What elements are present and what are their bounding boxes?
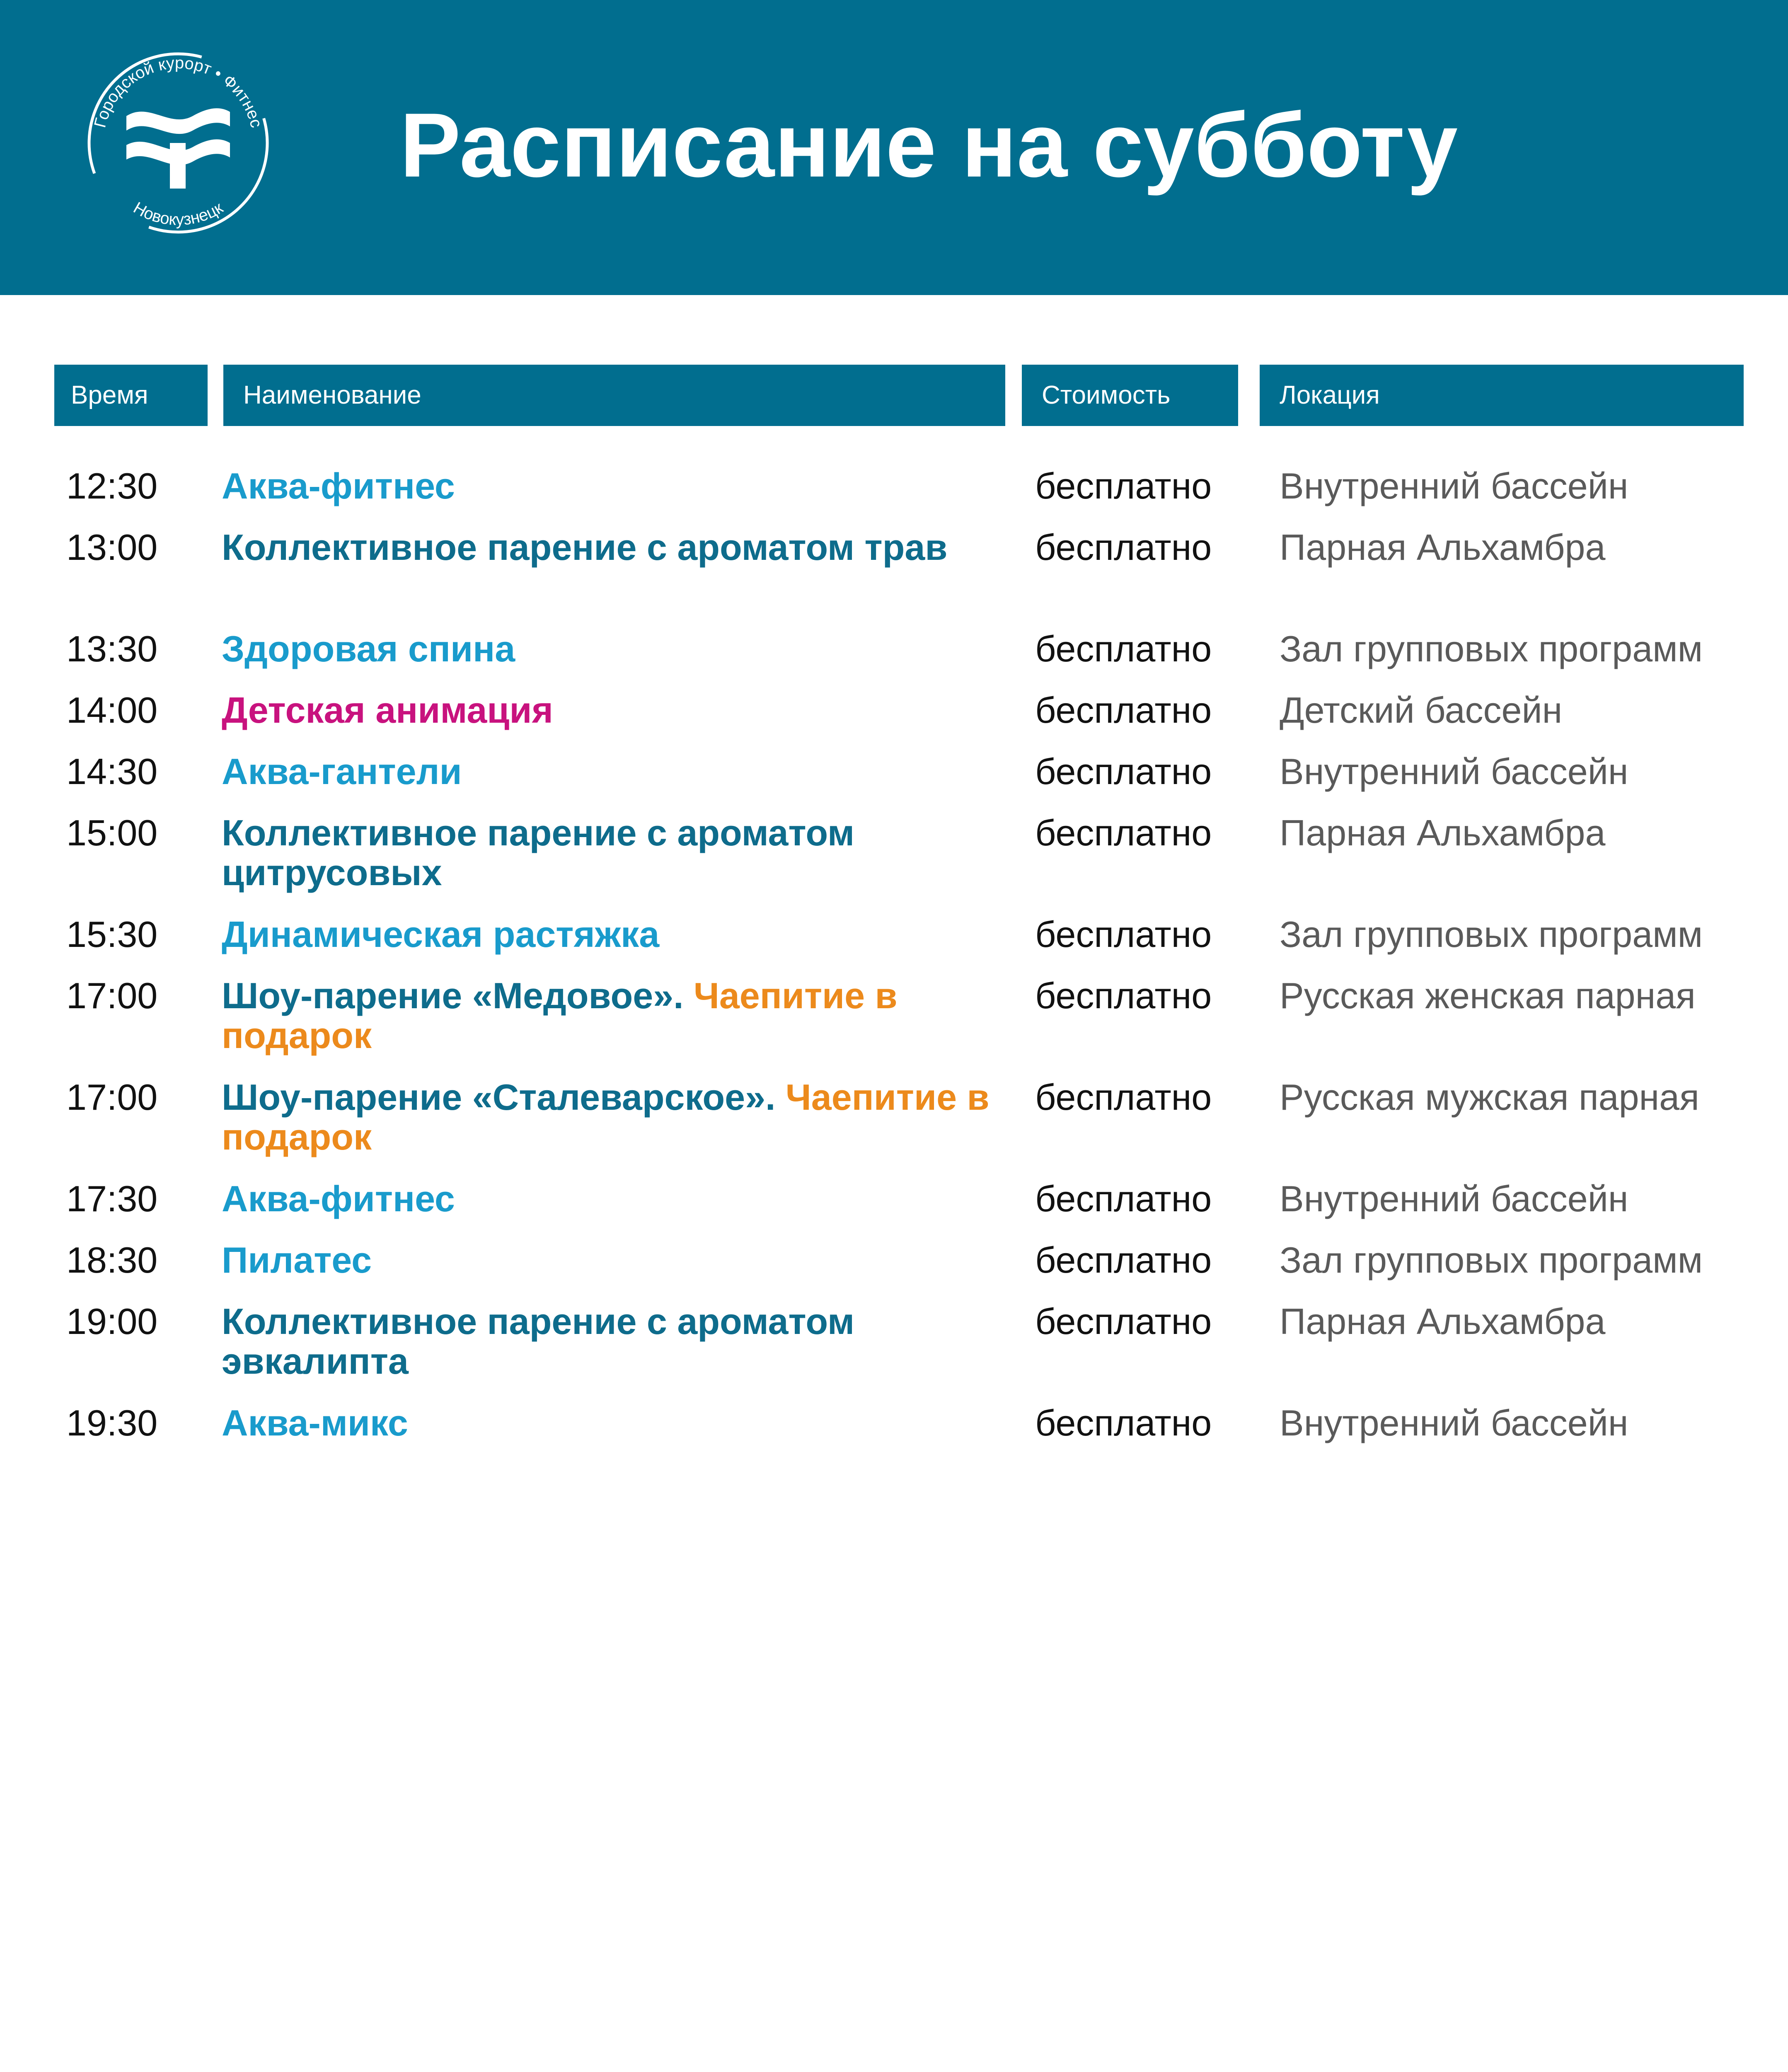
column-header-location: Локация <box>1260 365 1744 426</box>
row-cost: бесплатно <box>1035 527 1212 568</box>
row-time: 14:00 <box>66 690 158 731</box>
row-activity-name: Пилатес <box>222 1239 372 1280</box>
schedule-row <box>0 1297 1788 1399</box>
resort-logo-icon <box>75 39 282 247</box>
row-location: Русская мужская парная <box>1280 1077 1699 1118</box>
page-title: Расписание на субботу <box>400 94 1458 196</box>
schedule-row <box>0 809 1788 910</box>
row-location: Внутренний бассейн <box>1280 465 1628 506</box>
logo-ring-top-text: Городской курорт • Фитнес <box>91 53 266 130</box>
row-time: 17:00 <box>66 975 158 1016</box>
header-banner <box>0 0 1788 295</box>
row-cost: бесплатно <box>1035 1239 1212 1280</box>
row-activity-name: Аква-гантели <box>222 751 462 792</box>
schedule-table <box>0 462 1788 1460</box>
column-header-cost: Стоимость <box>1022 365 1238 426</box>
row-activity-name: Динамическая растяжка <box>222 914 660 955</box>
schedule-row <box>0 625 1788 686</box>
row-cost: бесплатно <box>1035 914 1212 955</box>
row-cost: бесплатно <box>1035 628 1212 669</box>
row-time: 17:30 <box>66 1178 158 1219</box>
row-cost: бесплатно <box>1035 690 1212 731</box>
row-cost: бесплатно <box>1035 1178 1212 1219</box>
tea-gift-note: Чаепитие в подарок <box>222 1077 990 1157</box>
svg-text:Городской курорт • Фитнес <box>91 54 266 130</box>
row-cost: бесплатно <box>1035 465 1212 506</box>
column-header-name: Наименование <box>223 365 1005 426</box>
schedule-row <box>0 1073 1788 1175</box>
tea-gift-note: Чаепитие в подарок <box>222 975 898 1056</box>
row-time: 14:30 <box>66 751 158 792</box>
row-time: 13:30 <box>66 628 158 669</box>
row-cost: бесплатно <box>1035 975 1212 1016</box>
row-time: 18:30 <box>66 1239 158 1280</box>
schedule-row <box>0 1399 1788 1460</box>
row-cost: бесплатно <box>1035 1077 1212 1118</box>
schedule-row <box>0 972 1788 1073</box>
schedule-row <box>0 1175 1788 1236</box>
row-location: Внутренний бассейн <box>1280 751 1628 792</box>
row-location: Зал групповых программ <box>1280 914 1703 955</box>
row-location: Русская женская парная <box>1280 975 1696 1016</box>
activity-title: Шоу-парение «Сталеварское». <box>222 1077 776 1118</box>
row-cost: бесплатно <box>1035 1402 1212 1443</box>
row-time: 15:00 <box>66 812 158 853</box>
row-activity-name: Коллективное парение с ароматом цитрусовых <box>222 812 855 893</box>
schedule-row <box>0 462 1788 523</box>
row-activity-name: Аква-фитнес <box>222 465 455 506</box>
row-cost: бесплатно <box>1035 751 1212 792</box>
schedule-row <box>0 523 1788 625</box>
row-location: Зал групповых программ <box>1280 1239 1703 1280</box>
logo-ring-bottom-text: Новокузнецк <box>130 198 226 229</box>
row-location: Парная Альхамбра <box>1280 1301 1606 1342</box>
schedule-row <box>0 686 1788 748</box>
row-activity-name <box>222 1077 992 1157</box>
row-time: 19:30 <box>66 1402 158 1443</box>
row-time: 12:30 <box>66 465 158 506</box>
schedule-row <box>0 910 1788 972</box>
row-time: 13:00 <box>66 527 158 568</box>
schedule-row <box>0 748 1788 809</box>
row-location: Парная Альхамбра <box>1280 812 1606 853</box>
row-activity-name <box>222 976 992 1055</box>
row-activity-name: Детская анимация <box>222 690 553 731</box>
row-location: Детский бассейн <box>1280 690 1563 731</box>
row-location: Зал групповых программ <box>1280 628 1703 669</box>
row-cost: бесплатно <box>1035 812 1212 853</box>
row-location: Внутренний бассейн <box>1280 1178 1628 1219</box>
row-time: 17:00 <box>66 1077 158 1118</box>
activity-title: Шоу-парение «Медовое». <box>222 975 684 1016</box>
column-header-time: Время <box>54 365 208 426</box>
row-location: Парная Альхамбра <box>1280 527 1606 568</box>
row-activity-name: Аква-микс <box>222 1402 408 1443</box>
schedule-row <box>0 1236 1788 1297</box>
row-time: 15:30 <box>66 914 158 955</box>
row-activity-name: Здоровая спина <box>222 628 515 669</box>
row-cost: бесплатно <box>1035 1301 1212 1342</box>
row-activity-name: Аква-фитнес <box>222 1178 455 1219</box>
row-time: 19:00 <box>66 1301 158 1342</box>
row-location: Внутренний бассейн <box>1280 1402 1628 1443</box>
row-activity-name: Коллективное парение с ароматом эвкалипта <box>222 1301 855 1382</box>
row-activity-name: Коллективное парение с ароматом трав <box>222 527 948 568</box>
